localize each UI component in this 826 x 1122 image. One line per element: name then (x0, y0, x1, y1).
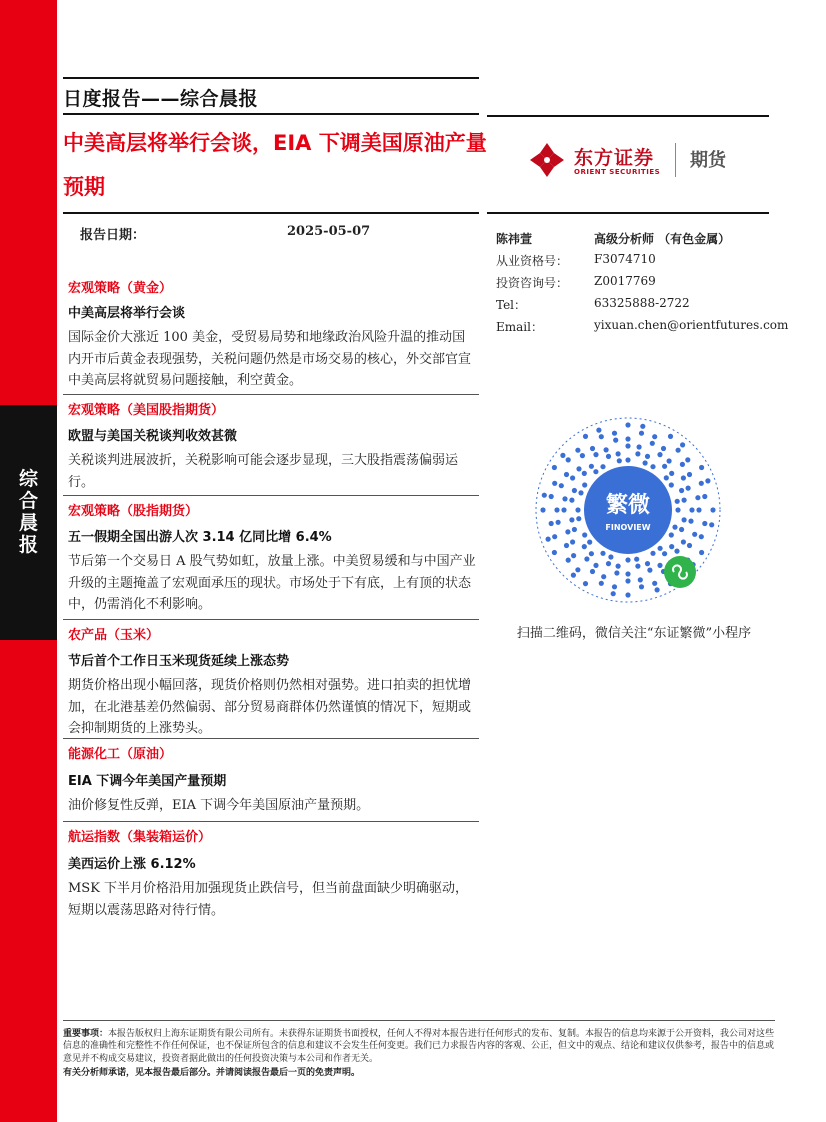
analyst-row-label: 从业资格号： (496, 254, 569, 268)
section-heading: 航运指数（集装箱运价） (68, 830, 212, 845)
qr-dot (645, 454, 650, 459)
qr-dot (554, 507, 559, 512)
qr-dot (710, 507, 715, 512)
qr-dot (608, 554, 613, 559)
qr-dot (617, 458, 622, 463)
qr-dot (662, 551, 667, 556)
qr-dot (604, 447, 609, 452)
qr-dot (582, 544, 587, 549)
section-body: 期货价格出现小幅回落，现货价格则仍然相对强势。进口拍卖的担忧增加，在北港基差仍然偏弱、部分贸易商群体仍然谨慎的情况下，短期或会抑制期货的上涨势头。 (68, 678, 472, 736)
page-title (63, 121, 503, 209)
qr-dot (675, 499, 680, 504)
qr-dot (589, 464, 594, 469)
analyst-email[interactable]: yixuan.chen@orientfutures.com (594, 318, 789, 332)
page-title-line2: 预期 (63, 175, 105, 199)
qr-dot (571, 573, 576, 578)
qr-dot (681, 539, 686, 544)
qr-dot (662, 464, 667, 469)
section-heading: 宏观策略（美国股指期货） (68, 403, 225, 418)
qr-dot (709, 522, 714, 527)
qr-dot (572, 488, 577, 493)
qr-dot (657, 452, 662, 457)
qr-dot (699, 534, 704, 539)
analyst-row-label: Email： (496, 320, 543, 334)
analyst-row-value: 63325888-2722 (594, 296, 690, 310)
qr-caption: 扫描二维码，微信关注“东证繁微”小程序 (516, 626, 752, 641)
qr-dot (689, 507, 694, 512)
qr-dot (549, 521, 554, 526)
qr-dot (680, 442, 685, 447)
analyst-row-value: F3074710 (594, 252, 656, 266)
qr-dot (661, 446, 666, 451)
analyst-row-label: 投资咨询号： (496, 276, 569, 290)
qr-dot (611, 591, 616, 596)
qr-dot (669, 482, 674, 487)
qr-dot (655, 587, 660, 592)
qr-dot (606, 561, 611, 566)
qr-dot (705, 478, 710, 483)
disclaimer-footer: 有关分析师承诺，见本报告最后部分。并请阅读报告最后一页的免责声明。 (63, 1067, 361, 1078)
qr-center-label: 繁微 (605, 493, 651, 518)
section-subheading: 美西运价上涨 6.12% (68, 857, 196, 872)
qr-dot (601, 574, 606, 579)
qr-dot (552, 481, 557, 486)
qr-dot (552, 465, 557, 470)
qr-dot (637, 444, 642, 449)
qr-dot (584, 556, 589, 561)
qr-dot (635, 451, 640, 456)
qr-dot (668, 434, 673, 439)
section-subheading: EIA 下调今年美国产量预期 (68, 774, 227, 789)
qr-dot (692, 532, 697, 537)
qr-dot (650, 551, 655, 556)
qr-dot (583, 581, 588, 586)
qr-dot (614, 570, 619, 575)
qr-dot (682, 517, 687, 522)
date-label: 报告日期： (80, 228, 146, 243)
logo-sub: 期货 (690, 150, 726, 171)
qr-dot (575, 448, 580, 453)
qr-dot (657, 563, 662, 568)
qr-dot (625, 557, 630, 562)
disclaimer-label: 重要事项： (63, 1029, 109, 1039)
qr-dot (561, 507, 566, 512)
qr-dot (560, 453, 565, 458)
qr-dot (582, 532, 587, 537)
qr-dot (650, 441, 655, 446)
qr-dot (552, 550, 557, 555)
qr-code-icon[interactable] (518, 410, 738, 610)
qr-dot (613, 438, 618, 443)
logo-name-cn: 东方证券 (574, 147, 655, 169)
logo-divider (675, 143, 676, 177)
qr-dot (652, 581, 657, 586)
section-subheading: 欧盟与美国关税谈判收效甚微 (68, 429, 238, 444)
qr-dot (566, 457, 571, 462)
section-divider (63, 495, 479, 496)
qr-dot (625, 457, 630, 462)
disclaimer-text: 本报告版权归上海东证期货有限公司所有。未获得东证期货书面授权，任何人不得对本报告进行任何形式的发布、复制。本报告的信息均来源于公开资料，我公司对这些信息的准确性和完整性不作任何保证，也不保证所包含的信息和建议不会发生任何变更。我们已力求报告内容的客观、公正，但文中的观点、结论和建议仅供参考，报告中的信息或意见并不构成交易建议，投资者据此做出的任何投资决策与本公司和作者无关。 (63, 1029, 775, 1064)
date-value: 2025-05-07 (287, 224, 371, 239)
qr-dot (606, 454, 611, 459)
page-title-line1: 中美高层将举行会谈，EIA 下调美国原油产量 (63, 131, 487, 155)
qr-dot (686, 486, 691, 491)
qr-dot (685, 457, 690, 462)
section-body: 节后第一个交易日 A 股气势如虹，放量上涨。中美贸易缓和与中国产业升级的主题掩盖了宏观面承压的现状。市场处于下有底，上有顶的状态中，仍需消化不利影响。 (68, 554, 476, 612)
qr-dot (576, 516, 581, 521)
qr-dot (587, 540, 592, 545)
qr-dot (552, 534, 557, 539)
section-body: 关税谈判进展波折，关税影响可能会逐步显现，三大股指震荡偏弱运行。 (68, 453, 459, 490)
qr-dot (576, 466, 581, 471)
qr-dot (578, 490, 583, 495)
section-divider (63, 619, 479, 620)
section-divider (63, 738, 479, 739)
qr-dot (549, 494, 554, 499)
section-body: MSK 下半月价格沿用加强现货止跌信号，但当前盘面缺少明确驱动，短期以震荡思路对待行情。 (68, 881, 469, 918)
qr-dot (566, 558, 571, 563)
qr-dot (645, 561, 650, 566)
qr-dot (562, 496, 567, 501)
qr-dot (565, 529, 570, 534)
qr-dot (599, 581, 604, 586)
qr-dot (542, 493, 547, 498)
qr-dot (669, 471, 674, 476)
qr-dot (582, 482, 587, 487)
qr-dot (625, 578, 630, 583)
qr-dot (593, 452, 598, 457)
qr-dot (675, 507, 680, 512)
section-subheading: 五一假期全国出游人次 3.14 亿同比增 6.4% (68, 530, 332, 545)
qr-dot (593, 563, 598, 568)
section-divider (63, 821, 479, 822)
qr-dot (687, 543, 692, 548)
analyst-title: 高级分析师 （有色金属） (594, 232, 731, 246)
qr-dot (625, 422, 630, 427)
qr-dot (570, 539, 575, 544)
analyst-row-value: Z0017769 (594, 274, 656, 288)
qr-dot (639, 431, 644, 436)
qr-dot (564, 472, 569, 477)
qr-dot (599, 434, 604, 439)
qr-center-en: FINOVIEW (605, 523, 651, 532)
header-rule-mid (63, 113, 479, 115)
qr-dot (680, 462, 685, 467)
qr-dot (634, 557, 639, 562)
qr-dot (702, 494, 707, 499)
qr-dot (564, 543, 569, 548)
qr-dot (699, 481, 704, 486)
qr-dot (682, 498, 687, 503)
qr-dot (679, 488, 684, 493)
qr-dot (571, 553, 576, 558)
qr-dot (616, 564, 621, 569)
disclaimer (63, 1028, 775, 1079)
qr-dot (569, 498, 574, 503)
qr-dot (643, 460, 648, 465)
qr-dot (638, 577, 643, 582)
qr-dot (702, 521, 707, 526)
section-subheading: 节后首个工作日玉米现货延续上涨态势 (68, 654, 290, 669)
qr-dot (688, 519, 693, 524)
analyst-row-label: Tel： (496, 298, 527, 312)
header-rule-top (63, 77, 479, 79)
side-tab-label: 综 合 晨 报 (18, 468, 38, 556)
qr-dot (559, 483, 564, 488)
qr-dot (556, 520, 561, 525)
qr-dot (600, 464, 605, 469)
qr-dot (676, 448, 681, 453)
section-body: 国际金价大涨近 100 美金，受贸易局势和地缘政治风险升温的推动国内开市后黄金表现强势，关税问题仍然是市场交易的核心，外交部官宣中美高层将就贸易问题接触，利空黄金。 (68, 330, 472, 388)
qr-dot (625, 436, 630, 441)
qr-dot (635, 564, 640, 569)
qr-dot (667, 458, 672, 463)
qr-dot (647, 568, 652, 573)
qr-dot (569, 517, 574, 522)
report-type: 日度报告——综合晨报 (63, 88, 259, 110)
qr-dot (672, 525, 677, 530)
qr-dot (596, 428, 601, 433)
qr-dot (580, 453, 585, 458)
header-rule-right-top (487, 115, 769, 117)
section-divider (63, 394, 479, 395)
qr-dot (625, 571, 630, 576)
qr-dot (546, 537, 551, 542)
qr-dot (696, 507, 701, 512)
qr-dot (583, 434, 588, 439)
qr-dot (575, 567, 580, 572)
header-rule-bottom (63, 212, 479, 214)
qr-dot (695, 495, 700, 500)
qr-dot (625, 592, 630, 597)
header-rule-right-bottom (487, 212, 769, 214)
qr-dot (669, 532, 674, 537)
section-subheading: 中美高层将举行会谈 (68, 306, 186, 321)
section-heading: 能源化工（原油） (68, 747, 173, 762)
qr-dot (593, 469, 598, 474)
qr-dot (664, 475, 669, 480)
logo-name-en: ORIENT SECURITIES (574, 168, 661, 176)
qr-dot (658, 546, 663, 551)
qr-dot (590, 446, 595, 451)
qr-dot (612, 431, 617, 436)
qr-dot (612, 584, 617, 589)
analyst-name: 陈祎萱 (496, 232, 533, 246)
qr-dot (589, 551, 594, 556)
qr-dot (572, 527, 577, 532)
qr-dot (681, 475, 686, 480)
qr-dot (570, 475, 575, 480)
qr-dot (699, 550, 704, 555)
qr-dot (699, 465, 704, 470)
qr-dot (640, 424, 645, 429)
qr-dot (625, 443, 630, 448)
qr-dot (652, 434, 657, 439)
section-heading: 宏观策略（股指期货） (68, 504, 199, 519)
qr-dot (582, 471, 587, 476)
qr-dot (687, 472, 692, 477)
section-heading: 宏观策略（黄金） (68, 281, 173, 296)
qr-dot (669, 544, 674, 549)
qr-dot (650, 464, 655, 469)
qr-dot (639, 584, 644, 589)
section-body: 油价修复性反弹，EIA 下调今年美国原油产量预期。 (68, 798, 370, 813)
section-heading: 农产品（玉米） (68, 628, 160, 643)
qr-dot (540, 507, 545, 512)
qr-dot (679, 527, 684, 532)
qr-dot (674, 549, 679, 554)
qr-dot (590, 569, 595, 574)
qr-dot (616, 451, 621, 456)
footer-rule (63, 1020, 775, 1021)
qr-dot (575, 507, 580, 512)
qr-dot (600, 551, 605, 556)
